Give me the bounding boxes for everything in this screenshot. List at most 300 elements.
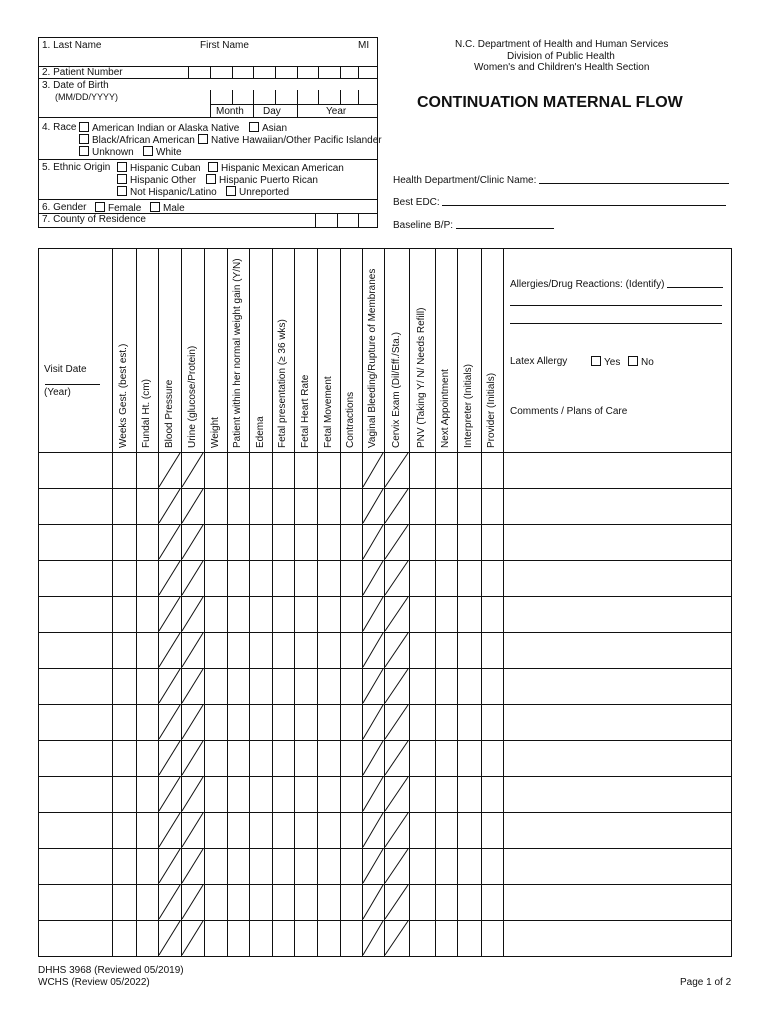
table-cell[interactable] <box>295 561 316 595</box>
table-cell[interactable] <box>504 489 731 523</box>
table-cell[interactable] <box>318 525 339 559</box>
table-cell[interactable] <box>228 597 248 631</box>
table-cell[interactable] <box>250 885 271 919</box>
table-cell[interactable] <box>458 633 480 667</box>
table-cell[interactable] <box>250 849 271 883</box>
wchs-review: WCHS (Review 05/2022) <box>38 977 150 988</box>
table-cell[interactable] <box>318 849 339 883</box>
table-cell[interactable] <box>205 921 226 955</box>
mi-field[interactable] <box>350 52 375 65</box>
table-cell[interactable] <box>250 633 271 667</box>
table-cell[interactable] <box>295 597 316 631</box>
table-cell[interactable] <box>504 885 731 919</box>
table-cell[interactable] <box>436 669 456 703</box>
table-cell[interactable] <box>205 597 226 631</box>
table-cell[interactable] <box>385 885 408 919</box>
table-cell[interactable] <box>205 741 226 775</box>
table-cell[interactable] <box>458 597 480 631</box>
table-cell[interactable] <box>436 777 456 811</box>
county-field[interactable] <box>315 213 377 227</box>
table-cell[interactable] <box>482 741 502 775</box>
page-number: Page 1 of 2 <box>680 977 732 988</box>
table-cell[interactable] <box>341 633 361 667</box>
table-cell[interactable] <box>113 777 135 811</box>
table-cell[interactable] <box>273 849 293 883</box>
table-cell[interactable] <box>205 849 226 883</box>
table-cell[interactable] <box>363 741 383 775</box>
table-cell[interactable] <box>250 669 271 703</box>
table-cell[interactable] <box>318 705 339 739</box>
latex-yes-option[interactable]: Yes <box>591 356 620 368</box>
table-cell[interactable] <box>159 525 180 559</box>
table-cell[interactable] <box>137 813 157 847</box>
table-cell[interactable] <box>228 489 248 523</box>
last-name-field[interactable] <box>40 52 190 65</box>
mi-label: MI <box>358 40 370 51</box>
table-cell[interactable] <box>228 561 248 595</box>
table-cell[interactable] <box>482 633 502 667</box>
table-cell[interactable] <box>113 885 135 919</box>
table-cell[interactable] <box>341 921 361 955</box>
table-cell[interactable] <box>504 561 731 595</box>
table-cell[interactable] <box>295 525 316 559</box>
table-cell[interactable] <box>385 561 408 595</box>
table-cell[interactable] <box>182 741 203 775</box>
table-cell[interactable] <box>205 777 226 811</box>
table-cell[interactable] <box>341 669 361 703</box>
race-option-unknown[interactable]: Unknown <box>79 146 134 158</box>
table-cell[interactable] <box>295 885 316 919</box>
table-cell[interactable] <box>482 705 502 739</box>
table-cell[interactable] <box>341 741 361 775</box>
table-cell[interactable] <box>137 777 157 811</box>
table-cell[interactable] <box>436 525 456 559</box>
table-cell[interactable] <box>410 525 434 559</box>
table-cell[interactable] <box>228 813 248 847</box>
table-cell[interactable] <box>436 921 456 955</box>
table-cell[interactable] <box>205 705 226 739</box>
table-cell[interactable] <box>137 885 157 919</box>
ethnic-option-cuban[interactable]: Hispanic Cuban <box>117 162 201 174</box>
table-cell[interactable] <box>205 525 226 559</box>
table-cell[interactable] <box>436 849 456 883</box>
table-cell[interactable] <box>228 633 248 667</box>
table-cell[interactable] <box>410 669 434 703</box>
table-cell[interactable] <box>39 741 111 775</box>
table-cell[interactable] <box>39 777 111 811</box>
table-cell[interactable] <box>318 633 339 667</box>
table-cell[interactable] <box>159 561 180 595</box>
table-cell[interactable] <box>39 705 111 739</box>
patient-number-field[interactable] <box>188 66 377 78</box>
baseline-bp-field[interactable] <box>456 219 554 229</box>
table-cell[interactable] <box>341 849 361 883</box>
table-cell[interactable] <box>482 561 502 595</box>
table-cell[interactable] <box>436 813 456 847</box>
table-cell[interactable] <box>113 705 135 739</box>
table-cell[interactable] <box>39 633 111 667</box>
table-cell[interactable] <box>137 525 157 559</box>
table-cell[interactable] <box>458 561 480 595</box>
table-cell[interactable] <box>436 741 456 775</box>
table-cell[interactable] <box>318 597 339 631</box>
table-cell[interactable] <box>458 669 480 703</box>
table-cell[interactable] <box>363 921 383 955</box>
table-cell[interactable] <box>295 669 316 703</box>
table-cell[interactable] <box>318 885 339 919</box>
checkbox-icon <box>143 146 153 156</box>
table-cell[interactable] <box>363 885 383 919</box>
table-cell[interactable] <box>410 705 434 739</box>
clinic-name-field[interactable] <box>539 174 729 184</box>
table-cell[interactable] <box>250 525 271 559</box>
table-cell[interactable] <box>137 849 157 883</box>
table-cell[interactable] <box>182 525 203 559</box>
table-cell[interactable] <box>182 921 203 955</box>
checkbox-icon <box>79 146 89 156</box>
best-edc-field[interactable] <box>442 196 726 206</box>
table-cell[interactable] <box>458 813 480 847</box>
table-cell[interactable] <box>410 777 434 811</box>
table-cell[interactable] <box>410 633 434 667</box>
dob-field[interactable] <box>210 90 376 104</box>
table-cell[interactable] <box>504 705 731 739</box>
table-cell[interactable] <box>113 669 135 703</box>
checkbox-icon <box>95 202 105 212</box>
table-cell[interactable] <box>295 633 316 667</box>
ethnic-option-puerto-rican[interactable]: Hispanic Puerto Rican <box>206 174 318 186</box>
table-cell[interactable] <box>137 741 157 775</box>
table-cell[interactable] <box>113 453 135 487</box>
table-cell[interactable] <box>295 813 316 847</box>
first-name-field[interactable] <box>195 52 345 65</box>
table-cell[interactable] <box>504 633 731 667</box>
table-cell[interactable] <box>385 741 408 775</box>
table-cell[interactable] <box>182 885 203 919</box>
table-cell[interactable] <box>385 669 408 703</box>
table-cell[interactable] <box>385 777 408 811</box>
table-cell[interactable] <box>39 921 111 955</box>
table-cell[interactable] <box>273 705 293 739</box>
table-cell[interactable] <box>363 669 383 703</box>
table-cell[interactable] <box>458 777 480 811</box>
table-cell[interactable] <box>182 813 203 847</box>
table-cell[interactable] <box>182 669 203 703</box>
table-cell[interactable] <box>205 453 226 487</box>
ethnic-option-not-hispanic[interactable]: Not Hispanic/Latino <box>117 186 217 198</box>
table-cell[interactable] <box>205 885 226 919</box>
table-cell[interactable] <box>341 453 361 487</box>
table-cell[interactable] <box>182 633 203 667</box>
table-cell[interactable] <box>363 813 383 847</box>
table-cell[interactable] <box>504 597 731 631</box>
table-cell[interactable] <box>182 561 203 595</box>
table-cell[interactable] <box>273 921 293 955</box>
table-cell[interactable] <box>363 705 383 739</box>
table-cell[interactable] <box>458 489 480 523</box>
table-cell[interactable] <box>385 921 408 955</box>
table-cell[interactable] <box>205 813 226 847</box>
table-cell[interactable] <box>137 669 157 703</box>
table-cell[interactable] <box>159 777 180 811</box>
table-cell[interactable] <box>504 813 731 847</box>
table-cell[interactable] <box>458 885 480 919</box>
table-cell[interactable] <box>113 813 135 847</box>
table-cell[interactable] <box>482 525 502 559</box>
table-cell[interactable] <box>159 597 180 631</box>
table-cell[interactable] <box>410 597 434 631</box>
table-cell[interactable] <box>273 633 293 667</box>
table-cell[interactable] <box>205 633 226 667</box>
table-cell[interactable] <box>318 813 339 847</box>
table-cell[interactable] <box>363 561 383 595</box>
table-cell[interactable] <box>410 741 434 775</box>
table-cell[interactable] <box>482 885 502 919</box>
allergies-line-1[interactable] <box>510 305 722 306</box>
table-cell[interactable] <box>385 525 408 559</box>
table-cell[interactable] <box>363 525 383 559</box>
table-cell[interactable] <box>39 849 111 883</box>
table-cell[interactable] <box>385 597 408 631</box>
table-cell[interactable] <box>363 453 383 487</box>
ethnic-option-unreported[interactable]: Unreported <box>226 186 289 198</box>
table-cell[interactable] <box>482 453 502 487</box>
table-cell[interactable] <box>341 777 361 811</box>
table-cell[interactable] <box>341 705 361 739</box>
table-cell[interactable] <box>363 777 383 811</box>
table-cell[interactable] <box>504 741 731 775</box>
table-cell[interactable] <box>250 453 271 487</box>
table-cell[interactable] <box>137 453 157 487</box>
table-cell[interactable] <box>504 777 731 811</box>
table-cell[interactable] <box>39 885 111 919</box>
table-cell[interactable] <box>250 705 271 739</box>
table-cell[interactable] <box>385 453 408 487</box>
race-option-black[interactable]: Black/African American <box>79 134 195 146</box>
table-cell[interactable] <box>385 849 408 883</box>
table-cell[interactable] <box>273 741 293 775</box>
table-cell[interactable] <box>250 921 271 955</box>
table-cell[interactable] <box>341 885 361 919</box>
table-cell[interactable] <box>410 921 434 955</box>
table-cell[interactable] <box>159 849 180 883</box>
table-cell[interactable] <box>159 921 180 955</box>
table-cell[interactable] <box>504 669 731 703</box>
table-cell[interactable] <box>159 669 180 703</box>
table-cell[interactable] <box>39 489 111 523</box>
table-cell[interactable] <box>482 489 502 523</box>
table-cell[interactable] <box>458 453 480 487</box>
table-cell[interactable] <box>273 561 293 595</box>
table-cell[interactable] <box>113 597 135 631</box>
table-cell[interactable] <box>273 813 293 847</box>
table-cell[interactable] <box>182 849 203 883</box>
latex-no-option[interactable]: No <box>628 356 654 368</box>
table-cell[interactable] <box>436 705 456 739</box>
table-cell[interactable] <box>482 777 502 811</box>
table-cell[interactable] <box>113 633 135 667</box>
table-cell[interactable] <box>295 777 316 811</box>
table-cell[interactable] <box>363 849 383 883</box>
table-cell[interactable] <box>228 777 248 811</box>
table-cell[interactable] <box>458 741 480 775</box>
table-cell[interactable] <box>39 813 111 847</box>
table-cell[interactable] <box>318 561 339 595</box>
table-cell[interactable] <box>318 921 339 955</box>
table-cell[interactable] <box>39 525 111 559</box>
table-cell[interactable] <box>39 561 111 595</box>
table-cell[interactable] <box>458 849 480 883</box>
table-cell[interactable] <box>273 597 293 631</box>
table-cell[interactable] <box>410 453 434 487</box>
table-cell[interactable] <box>436 885 456 919</box>
table-cell[interactable] <box>341 561 361 595</box>
table-cell[interactable] <box>182 489 203 523</box>
race-option-asian[interactable]: Asian <box>249 122 287 134</box>
table-cell[interactable] <box>228 453 248 487</box>
table-cell[interactable] <box>385 633 408 667</box>
race-option-american-indian[interactable]: American Indian or Alaska Native <box>79 122 239 134</box>
allergies-line-2[interactable] <box>510 323 722 324</box>
table-cell[interactable] <box>159 741 180 775</box>
table-cell[interactable] <box>159 885 180 919</box>
table-cell[interactable] <box>159 489 180 523</box>
table-cell[interactable] <box>295 453 316 487</box>
table-cell[interactable] <box>159 633 180 667</box>
table-cell[interactable] <box>113 921 135 955</box>
table-cell[interactable] <box>228 885 248 919</box>
race-option-hawaiian[interactable]: Native Hawaiian/Other Pacific Islander <box>198 134 382 146</box>
table-cell[interactable] <box>436 597 456 631</box>
table-cell[interactable] <box>39 597 111 631</box>
table-cell[interactable] <box>504 525 731 559</box>
table-cell[interactable] <box>182 453 203 487</box>
table-cell[interactable] <box>318 489 339 523</box>
table-cell[interactable] <box>504 453 731 487</box>
table-cell[interactable] <box>228 741 248 775</box>
table-cell[interactable] <box>113 489 135 523</box>
table-cell[interactable] <box>482 921 502 955</box>
table-cell[interactable] <box>250 813 271 847</box>
table-cell[interactable] <box>182 705 203 739</box>
table-cell[interactable] <box>436 489 456 523</box>
table-cell[interactable] <box>273 885 293 919</box>
table-cell[interactable] <box>137 633 157 667</box>
table-cell[interactable] <box>504 849 731 883</box>
table-cell[interactable] <box>482 669 502 703</box>
table-cell[interactable] <box>385 813 408 847</box>
table-cell[interactable] <box>137 489 157 523</box>
table-cell[interactable] <box>318 453 339 487</box>
table-cell[interactable] <box>228 705 248 739</box>
table-cell[interactable] <box>295 705 316 739</box>
table-cell[interactable] <box>39 669 111 703</box>
table-cell[interactable] <box>295 849 316 883</box>
table-cell[interactable] <box>182 597 203 631</box>
table-cell[interactable] <box>458 525 480 559</box>
table-cell[interactable] <box>341 489 361 523</box>
table-cell[interactable] <box>482 813 502 847</box>
gender-option-female[interactable]: Female <box>95 202 141 214</box>
table-cell[interactable] <box>436 633 456 667</box>
table-cell[interactable] <box>273 453 293 487</box>
table-cell[interactable] <box>318 669 339 703</box>
table-cell[interactable] <box>410 849 434 883</box>
table-cell[interactable] <box>250 561 271 595</box>
table-cell[interactable] <box>410 813 434 847</box>
table-cell[interactable] <box>273 489 293 523</box>
table-cell[interactable] <box>482 849 502 883</box>
table-cell[interactable] <box>250 741 271 775</box>
checkbox-icon <box>226 186 236 196</box>
table-cell[interactable] <box>436 561 456 595</box>
table-cell[interactable] <box>113 561 135 595</box>
table-cell[interactable] <box>228 669 248 703</box>
table-cell[interactable] <box>205 669 226 703</box>
table-cell[interactable] <box>436 453 456 487</box>
table-cell[interactable] <box>295 489 316 523</box>
table-cell[interactable] <box>250 597 271 631</box>
table-cell[interactable] <box>137 705 157 739</box>
table-cell[interactable] <box>137 921 157 955</box>
table-cell[interactable] <box>318 741 339 775</box>
gender-option-male[interactable]: Male <box>150 202 185 214</box>
table-cell[interactable] <box>250 489 271 523</box>
table-cell[interactable] <box>410 885 434 919</box>
table-cell[interactable] <box>410 561 434 595</box>
table-cell[interactable] <box>273 777 293 811</box>
table-cell[interactable] <box>482 597 502 631</box>
table-cell[interactable] <box>273 525 293 559</box>
table-cell[interactable] <box>341 597 361 631</box>
table-cell[interactable] <box>295 921 316 955</box>
table-cell[interactable] <box>363 489 383 523</box>
table-cell[interactable] <box>341 525 361 559</box>
table-cell[interactable] <box>182 777 203 811</box>
table-cell[interactable] <box>228 525 248 559</box>
table-cell[interactable] <box>205 489 226 523</box>
table-cell[interactable] <box>295 741 316 775</box>
table-cell[interactable] <box>341 813 361 847</box>
race-option-white[interactable]: White <box>143 146 182 158</box>
table-cell[interactable] <box>205 561 226 595</box>
table-cell[interactable] <box>159 705 180 739</box>
ethnic-option-mexican[interactable]: Hispanic Mexican American <box>208 162 344 174</box>
table-cell[interactable] <box>458 921 480 955</box>
table-cell[interactable] <box>159 813 180 847</box>
table-cell[interactable] <box>385 489 408 523</box>
table-cell[interactable] <box>228 921 248 955</box>
table-cell[interactable] <box>113 525 135 559</box>
table-cell[interactable] <box>228 849 248 883</box>
table-cell[interactable] <box>318 777 339 811</box>
table-cell[interactable] <box>250 777 271 811</box>
table-cell[interactable] <box>113 849 135 883</box>
table-cell[interactable] <box>410 489 434 523</box>
table-cell[interactable] <box>363 597 383 631</box>
table-cell[interactable] <box>504 921 731 955</box>
table-cell[interactable] <box>113 741 135 775</box>
table-cell[interactable] <box>137 597 157 631</box>
table-cell[interactable] <box>159 453 180 487</box>
table-cell[interactable] <box>385 705 408 739</box>
table-cell[interactable] <box>458 705 480 739</box>
table-cell[interactable] <box>273 669 293 703</box>
table-cell[interactable] <box>363 633 383 667</box>
table-cell[interactable] <box>39 453 111 487</box>
ethnic-option-other[interactable]: Hispanic Other <box>117 174 196 186</box>
table-cell[interactable] <box>137 561 157 595</box>
